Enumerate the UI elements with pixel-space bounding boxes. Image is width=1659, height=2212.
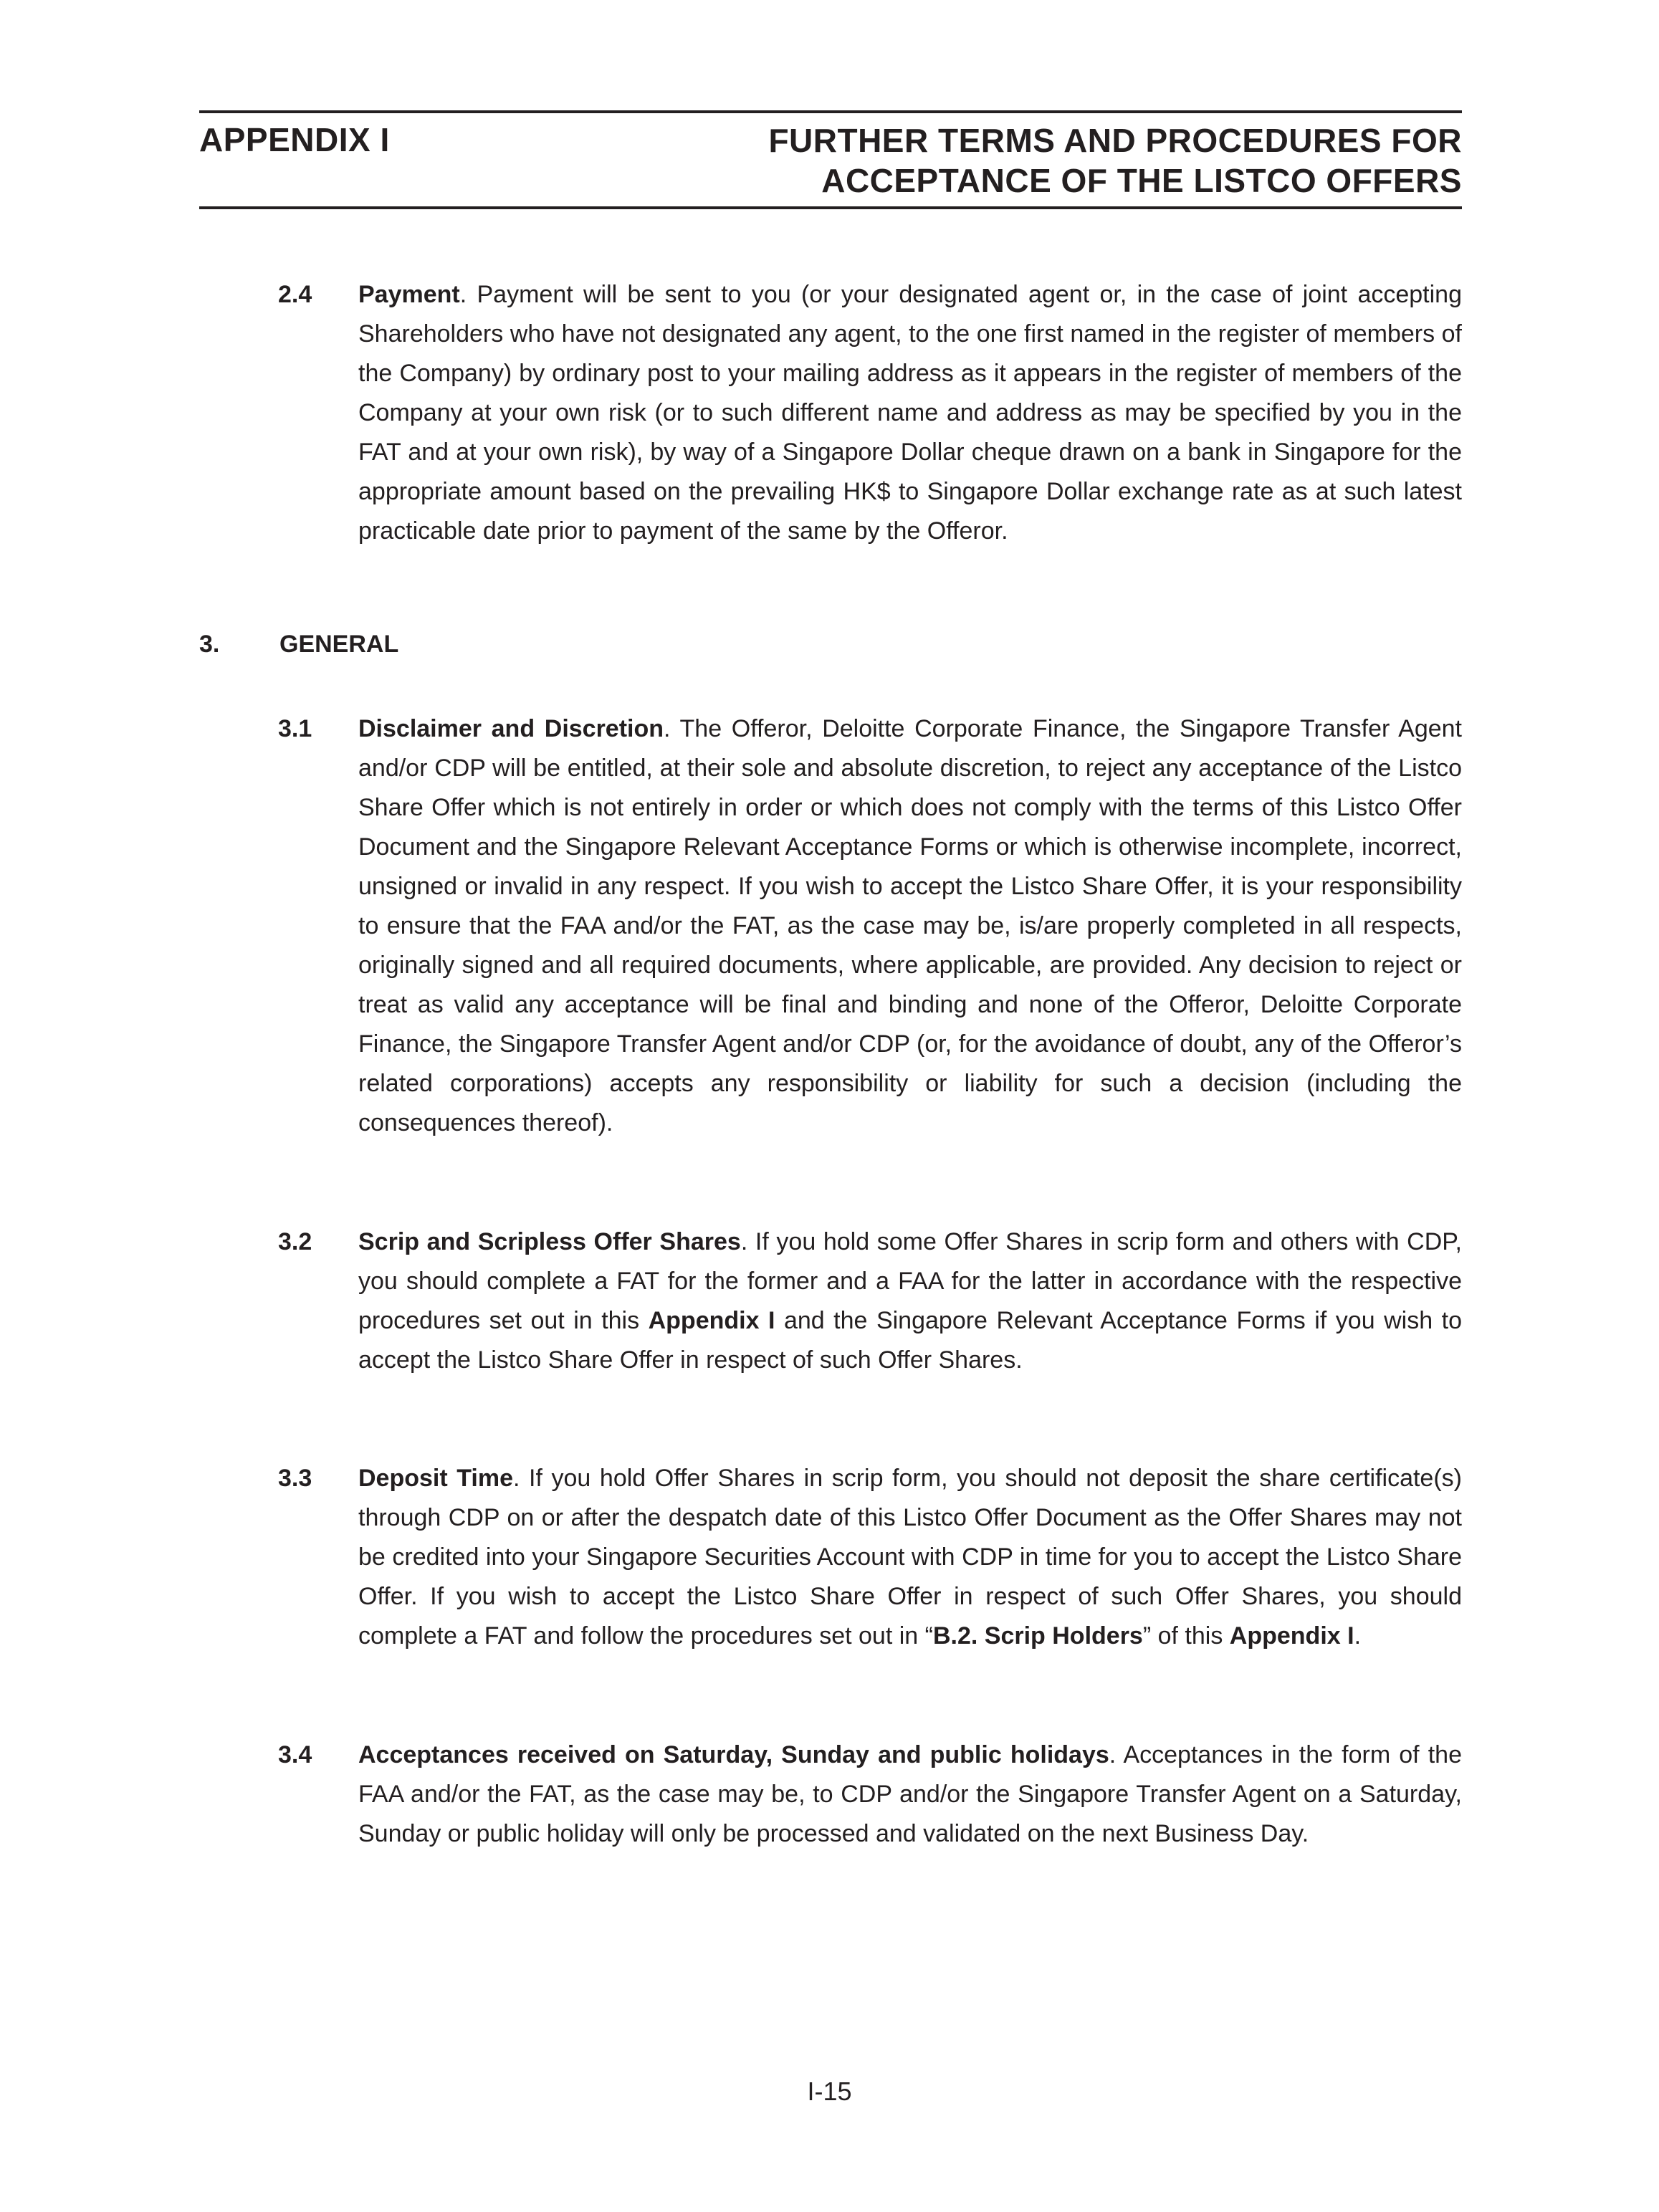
page-title xyxy=(674,120,1462,201)
paragraph-title: Acceptances received on Saturday, Sunday and public holidays xyxy=(358,1741,1109,1768)
header-top-rule xyxy=(199,110,1462,113)
page-title-line-1: FURTHER TERMS AND PROCEDURES FOR xyxy=(768,122,1462,159)
paragraph-text: . The Offeror, Deloitte Corporate Finance, the Singapore Transfer Agent and/or CDP will be entitled, at their sole and absolute discretion, to reject any acceptance of the Listco Share Offer which is not entirely in order or which does not comply with the terms of this Listco Offer Document and the Singapore Relevant Acceptance Forms or which is otherwise incomplete, incorrect, unsigned or invalid in any respect. If you wish to accept the Listco Share Offer, it is your responsibility to ensure that the FAA and/or the FAT, as the case may be, is/are properly completed in all respects, originally signed and all required documents, where applicable, are provided. Any decision to reject or treat as valid any acceptance will be final and binding and none of the Offeror, Deloitte Corporate Finance, the Singapore Transfer Agent and/or CDP (or, for the avoidance of doubt, any of the Offeror’s related corporations) accepts any responsibility or liability for such a decision (including the consequences thereof). xyxy=(358,715,1462,1136)
paragraph-number: 3.3 xyxy=(278,1465,312,1492)
section-title: GENERAL xyxy=(279,631,399,658)
paragraph-body xyxy=(358,709,1462,1143)
paragraph-text: . If you hold Offer Shares in scrip form, you should not deposit the share certificate(s) through CDP on or after the despatch date of this Listco Offer Document as the Offer Shares may not be credited into your Singapore Securities Account with CDP in time for you to accept the Listco Share Offer. If you wish to accept the Listco Share Offer in respect of such Offer Shares, you should complete a FAT and follow the procedures set out in “ xyxy=(358,1465,1462,1650)
paragraph-3-4-acceptances xyxy=(278,1735,1462,1854)
paragraph-3-2-scrip xyxy=(278,1222,1462,1380)
paragraph-number: 3.4 xyxy=(278,1741,312,1768)
paragraph-2-4-payment xyxy=(278,275,1462,551)
paragraph-text: . Acceptances in the form of the FAA and/or the FAT, as the case may be, to CDP and/or the Singapore Transfer Agent on a Saturday, Sunday or public holiday will only be processed and validated on the next Business Day. xyxy=(358,1741,1462,1847)
paragraph-number: 2.4 xyxy=(278,281,312,308)
header-bottom-rule xyxy=(199,206,1462,209)
paragraph-body xyxy=(358,275,1462,551)
paragraph-text: . Payment will be sent to you (or your designated agent or, in the case of joint accepting Shareholders who have not designated any agent, to the one first named in the register of members of the Company) by ordinary post to your mailing address as it appears in the register of members of the Company at your own risk (or to such different name and address as may be specified by you in the FAT and at your own risk), by way of a Singapore Dollar cheque drawn on a bank in Singapore for the appropriate amount based on the prevailing HK$ to Singapore Dollar exchange rate as at such latest practicable date prior to payment of the same by the Offeror. xyxy=(358,281,1462,545)
paragraph-3-1-disclaimer xyxy=(278,709,1462,1143)
paragraph-body xyxy=(358,1735,1462,1854)
paragraph-number: 3.2 xyxy=(278,1228,312,1255)
scrip-holders-reference: B.2. Scrip Holders xyxy=(932,1622,1143,1650)
paragraph-text: and the Singapore Relevant Acceptance Forms if you wish to accept the Listco Share Offer in respect of such Offer Shares. xyxy=(358,1307,1462,1374)
paragraph-text: . If you hold some Offer Shares in scrip form and others with CDP, you should complete a FAT for the former and a FAA for the latter in accordance with the respective procedures set out in this xyxy=(358,1228,1462,1334)
section-number: 3. xyxy=(199,631,220,658)
appendix-reference: Appendix I xyxy=(648,1307,775,1334)
paragraph-3-3-deposit-time xyxy=(278,1459,1462,1656)
paragraph-title: Payment xyxy=(358,281,460,308)
page-title-line-2: ACCEPTANCE OF THE LISTCO OFFERS xyxy=(821,162,1462,199)
paragraph-title: Deposit Time xyxy=(358,1465,514,1492)
page-number: I-15 xyxy=(807,2077,852,2106)
paragraph-text: ” of this xyxy=(1142,1622,1230,1650)
paragraph-text: . xyxy=(1354,1622,1362,1650)
appendix-label: APPENDIX I xyxy=(199,121,390,158)
paragraph-body xyxy=(358,1222,1462,1380)
paragraph-body xyxy=(358,1459,1462,1656)
paragraph-title: Scrip and Scripless Offer Shares xyxy=(358,1228,741,1255)
paragraph-title: Disclaimer and Discretion xyxy=(358,715,664,742)
paragraph-number: 3.1 xyxy=(278,715,312,742)
section-3-heading xyxy=(199,631,398,659)
appendix-reference: Appendix I xyxy=(1229,1622,1354,1650)
